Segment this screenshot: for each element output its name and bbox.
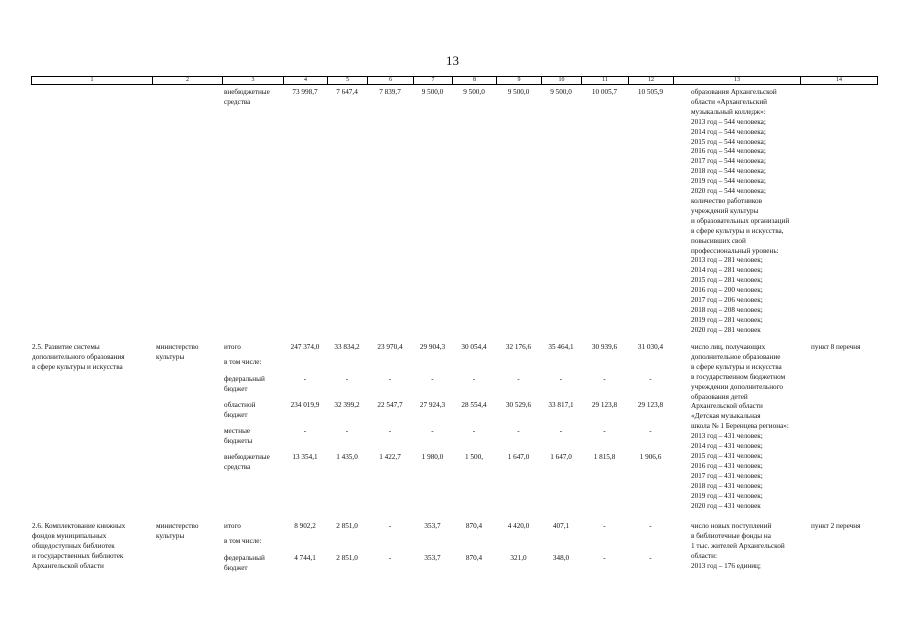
table-cell: 1 815,8 (593, 453, 616, 461)
column-header: 4 (284, 77, 328, 84)
column-header: 1 (32, 77, 153, 84)
executor: министерство культуры (156, 343, 199, 361)
column-header: 12 (629, 77, 674, 84)
row-label: в том числе: (224, 537, 262, 545)
table-cell: - (603, 375, 606, 383)
row-label: итого (224, 522, 241, 530)
table-cell: 32 176,6 (505, 343, 532, 351)
table-cell: 1 980,0 (421, 453, 444, 461)
table-cell: 1 647,0 (507, 453, 530, 461)
table-cell: 30 529,6 (505, 401, 532, 409)
table-cell: 28 554,4 (461, 401, 487, 409)
table-cell: - (649, 522, 652, 530)
table-cell: 8 902,2 (294, 522, 316, 530)
column-header: 9 (497, 77, 542, 84)
row-label: областной бюджет (224, 401, 256, 419)
table-cell: 407,1 (552, 522, 570, 530)
table-cell: 1 906,6 (639, 453, 662, 461)
table-cell: - (559, 427, 563, 435)
table-cell: - (431, 375, 434, 383)
table-cell: 30 939,6 (591, 343, 618, 351)
measure-title: 2.6. Комплектование книжных фондов муниципальных общедоступных библиотек и государственных библиотек Архангельской области (32, 522, 126, 570)
column-header: 10 (542, 77, 582, 84)
table-cell: 2 851,0 (336, 522, 358, 530)
table-cell: 1 500, (465, 453, 483, 461)
table-cell: 22 547,7 (377, 401, 403, 409)
table-cell: 9 500,0 (421, 88, 444, 96)
table-cell: 23 970,4 (377, 343, 403, 351)
table-cell: - (649, 427, 652, 435)
table-cell: - (559, 375, 563, 383)
table-cell: 31 030,4 (637, 343, 664, 351)
table-cell: 32 399,2 (334, 401, 360, 409)
table-cell: 321,0 (510, 554, 527, 562)
executor: министерство культуры (156, 522, 199, 540)
table-cell: 234 019,9 (290, 401, 320, 409)
table-cell: 2 851,0 (336, 554, 358, 562)
row-label: в том числе: (224, 358, 262, 366)
table-cell: 870,4 (465, 522, 483, 530)
table-cell: - (603, 427, 606, 435)
table-cell: - (472, 427, 476, 435)
column-header: 7 (414, 77, 453, 84)
table-cell: - (388, 375, 392, 383)
table-cell: - (603, 554, 606, 562)
table-cell: 9 500,0 (463, 88, 485, 96)
table-cell: - (431, 427, 434, 435)
table-cell: - (388, 427, 392, 435)
reference-text: пункт 2 перечня (811, 522, 861, 530)
table-cell: 27 924,3 (419, 401, 446, 409)
table-cell: 10 505,9 (637, 88, 664, 96)
table-cell: 7 839,7 (379, 88, 401, 96)
column-header: 6 (368, 77, 414, 84)
table-cell: 73 998,7 (292, 88, 318, 96)
table-cell: 1 435,0 (336, 453, 358, 461)
table-cell: 13 354,1 (292, 453, 318, 461)
table-cell: 348,0 (552, 554, 570, 562)
indicator-text: образования Архангельской области «Архангельский музыкальный колледж»: 2013 год – 544 человека; 2014 год – 544 человека; 2015 год – 544 человека; 2016 год – 544 человека; 2017 год – 544 человека; 2018 год – 544 человека; 2019 год – 544 человека; 2020 год – 544 человека; количество работников учреждений культуры и образовательных организаций в сфере культуры и искусства, повысивших свой профессиональный уровень: 2013 год – 281 человек; 2014 год – 281 человек; 2015 год – 281 человек; 2016 год – 200 человек; 2017 год – 206 человек; 2018 год – 208 человек; 2019 год – 281 человек; 2020 год – 281 человек (691, 88, 790, 334)
table-cell: - (345, 427, 349, 435)
table-cell: 33 817,1 (548, 401, 574, 409)
table-cell: 1 647,0 (550, 453, 572, 461)
row-label: местные бюджеты (224, 427, 253, 445)
column-header: 11 (582, 77, 629, 84)
table-cell: - (517, 427, 520, 435)
table-cell: 870,4 (465, 554, 483, 562)
row-label: федеральный бюджет (224, 375, 265, 393)
table-cell: - (345, 375, 349, 383)
table-cell: - (472, 375, 476, 383)
indicator-text: число новых поступлений в библиотечные фонды на 1 тыс. жителей Архангельской области: 2013 год – 176 единиц; (691, 522, 785, 570)
column-header: 8 (453, 77, 497, 84)
table-cell: 353,7 (424, 522, 441, 530)
row-label: итого (224, 343, 241, 351)
table-cell: 35 464,1 (548, 343, 574, 351)
column-header: 2 (153, 77, 223, 84)
table-cell: 4 420,0 (507, 522, 530, 530)
column-header: 13 (674, 77, 801, 84)
column-header: 5 (328, 77, 368, 84)
table-cell: 7 647,4 (336, 88, 358, 96)
table-cell: 10 005,7 (591, 88, 618, 96)
table-cell: - (603, 522, 606, 530)
table-cell: - (303, 427, 307, 435)
table-cell: 353,7 (424, 554, 441, 562)
measure-title: 2.5. Развитие системы дополнительного образования в сфере культуры и искусства (32, 343, 125, 371)
table-cell: 1 422,7 (379, 453, 401, 461)
column-header-row (31, 76, 878, 85)
row-label: федеральный бюджет (224, 554, 265, 572)
table-cell: 29 123,8 (637, 401, 664, 409)
table-cell: 9 500,0 (550, 88, 572, 96)
table-cell: 4 744,1 (294, 554, 316, 562)
table-cell: 29 123,8 (591, 401, 618, 409)
page-number: 13 (446, 53, 459, 68)
row-label: внебюджетные средства (224, 88, 270, 106)
table-cell: 33 834,2 (334, 343, 360, 351)
table-cell: - (388, 522, 392, 530)
table-cell: - (517, 375, 520, 383)
reference-text: пункт 8 перечня (811, 343, 861, 351)
table-cell: - (388, 554, 392, 562)
column-header: 14 (836, 77, 842, 83)
column-header: 3 (223, 77, 284, 84)
indicator-text: число лиц, получающих дополнительное образование в сфере культуры и искусства в государственном бюджетном учреждении дополнительного образования детей Архангельской области «Детская музыкальная школа № 1 Беренцева региона»: 2013 год – 431 человек; 2014 год – 431 человек; 2015 год – 431 человек; 2016 год – 431 человек; 2017 год – 431 человек; 2018 год – 431 человек; 2019 год – 431 человек; 2020 год – 431 человек (691, 343, 789, 510)
table-cell: 247 374,0 (290, 343, 320, 351)
table-cell: 9 500,0 (507, 88, 530, 96)
table-cell: - (303, 375, 307, 383)
table-cell: 29 904,3 (419, 343, 446, 351)
table-cell: - (649, 554, 652, 562)
table-cell: 30 054,4 (461, 343, 487, 351)
row-label: внебюджетные средства (224, 453, 270, 471)
table-cell: - (649, 375, 652, 383)
